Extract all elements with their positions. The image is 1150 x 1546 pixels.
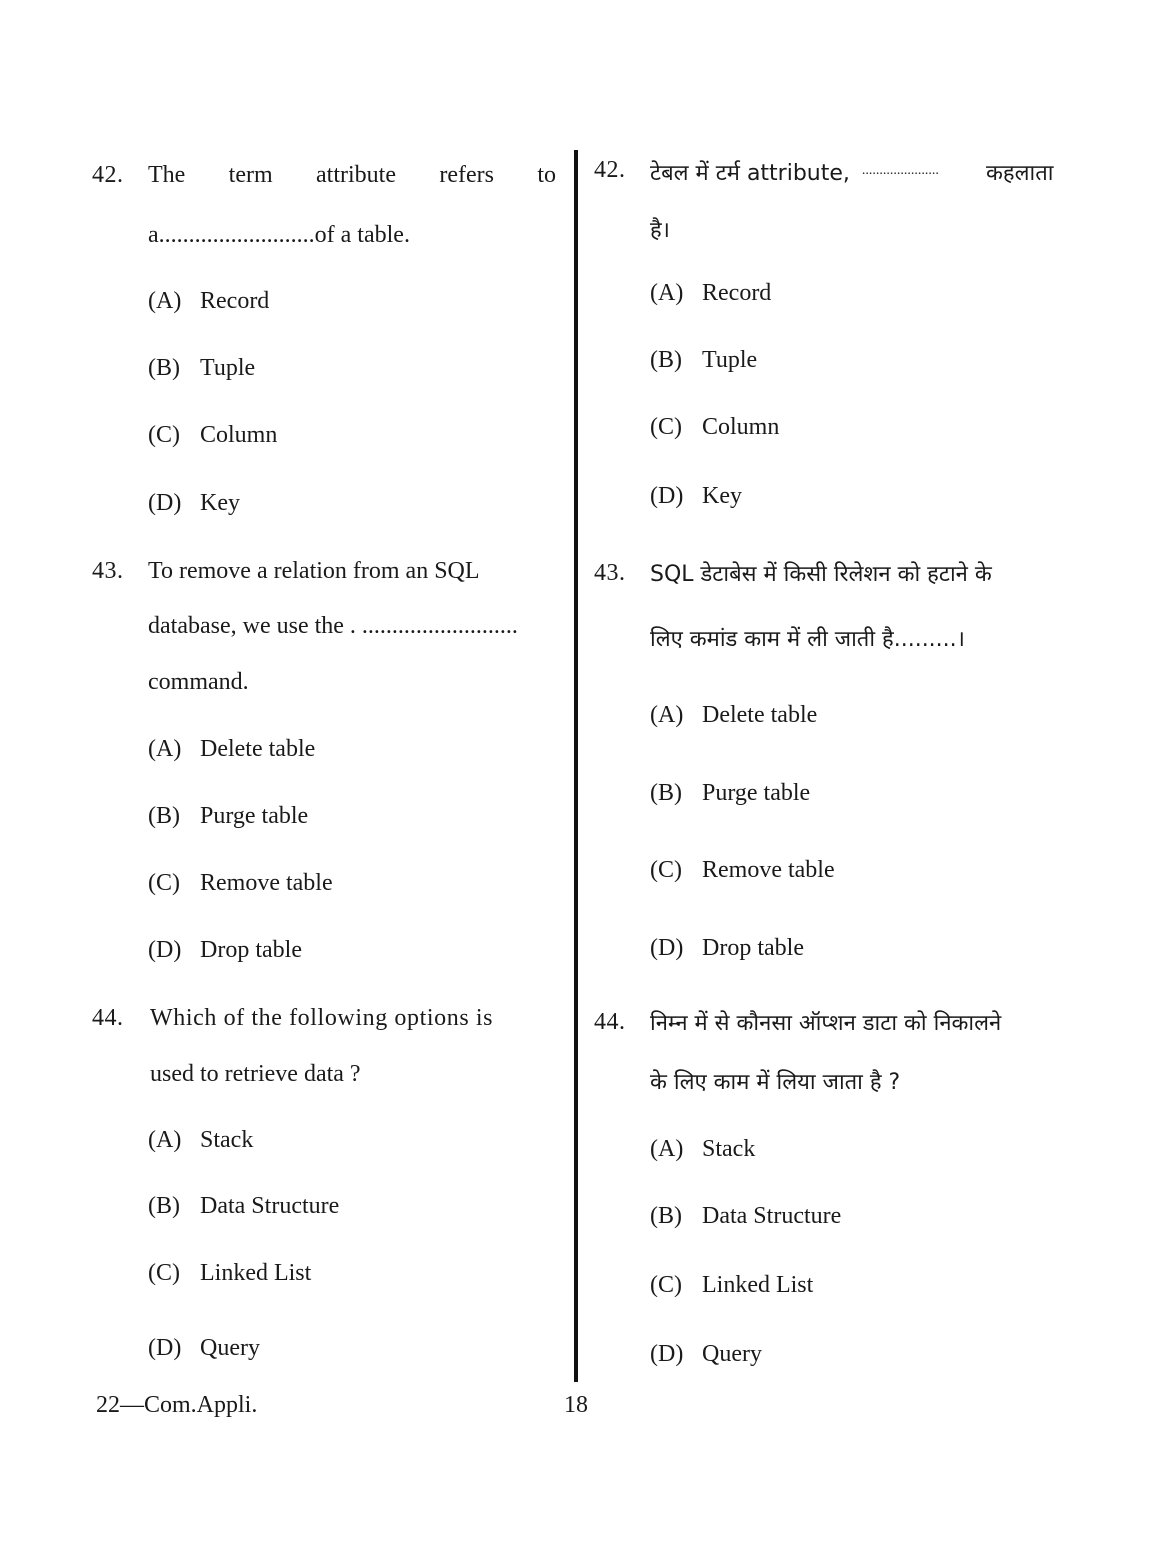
question-number: 43.: [594, 560, 626, 586]
question-number: 44.: [92, 1005, 124, 1031]
option-a: (A) Stack: [148, 1127, 254, 1153]
column-divider: [574, 150, 578, 1382]
option-c: (C) Remove table: [650, 857, 835, 883]
question-text-line: टेबल में टर्म attribute, ......................: [650, 161, 939, 186]
option-a: (A) Record: [148, 288, 270, 314]
option-c: (C) Linked List: [650, 1272, 814, 1298]
paper-code: 22—Com.Appli.: [96, 1392, 258, 1418]
question-text-line: The term attribute refers to: [148, 162, 556, 188]
option-d: (D) Drop table: [148, 937, 302, 963]
option-b: (B) Purge table: [650, 780, 811, 806]
question-text-line: के लिए काम में लिया जाता है ?: [650, 1070, 901, 1095]
question-text-line: है।: [650, 218, 671, 243]
question-text-line: To remove a relation from an SQL: [148, 558, 480, 584]
option-a: (A) Delete table: [650, 702, 818, 728]
question-text-line: command.: [148, 669, 249, 695]
question-text-line: लिए कमांड काम में ली जाती है.........।: [650, 627, 965, 652]
option-c: (C) Remove table: [148, 870, 333, 896]
question-text-line: used to retrieve data ?: [150, 1061, 361, 1087]
question-number: 44.: [594, 1009, 626, 1035]
question-text-line: निम्न में से कौनसा ऑप्शन डाटा को निकालने: [650, 1011, 1002, 1036]
page-number: 18: [564, 1392, 588, 1418]
option-a: (A) Delete table: [148, 736, 316, 762]
question-text-line: SQL डेटाबेस में किसी रिलेशन को हटाने के: [650, 562, 992, 587]
question-number: 42.: [594, 157, 626, 183]
option-b: (B) Data Structure: [148, 1193, 340, 1219]
option-c: (C) Linked List: [148, 1260, 312, 1286]
option-b: (B) Purge table: [148, 803, 309, 829]
question-text-line: कहलाता: [986, 161, 1054, 186]
option-d: (D) Query: [650, 1341, 762, 1367]
option-b: (B) Data Structure: [650, 1203, 842, 1229]
question-text-line: Which of the following options is: [150, 1005, 494, 1031]
option-a: (A) Stack: [650, 1136, 756, 1162]
option-c: (C) Column: [148, 422, 278, 448]
question-text-line: database, we use the . ..........................: [148, 613, 518, 639]
question-number: 42.: [92, 162, 124, 188]
question-text-line: a..........................of a table.: [148, 222, 410, 248]
option-b: (B) Tuple: [148, 355, 256, 381]
option-b: (B) Tuple: [650, 347, 758, 373]
option-d: (D) Key: [650, 483, 742, 509]
option-a: (A) Record: [650, 280, 772, 306]
option-c: (C) Column: [650, 414, 780, 440]
option-d: (D) Query: [148, 1335, 260, 1361]
question-number: 43.: [92, 558, 124, 584]
option-d: (D) Key: [148, 490, 240, 516]
option-d: (D) Drop table: [650, 935, 804, 961]
